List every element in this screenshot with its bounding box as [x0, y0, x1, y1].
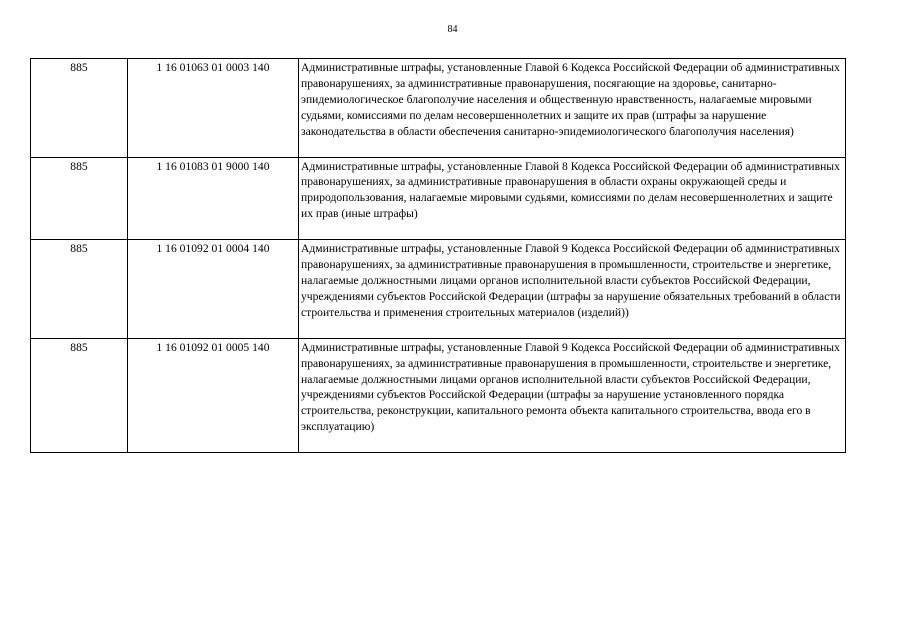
admin-code-cell: 885	[31, 157, 128, 240]
table-row	[31, 59, 846, 158]
budget-classification-table	[30, 58, 846, 453]
page-number: 84	[447, 24, 458, 35]
kbk-code-cell: 1 16 01083 01 9000 140	[128, 157, 299, 240]
admin-code-cell: 885	[31, 338, 128, 452]
description-cell: Административные штрафы, установленные Главой 9 Кодекса Российской Федерации об административных правонарушениях, за административные правонарушения в промышленности, строительстве и энергетике, налагаемые должностными лицами органов исполнительной власти субъектов Российской Федерации, учреждениями субъектов Российской Федерации (штрафы за нарушение обязательных требований в области строительства и применения строительных материалов (изделий))	[299, 240, 846, 339]
admin-code-cell: 885	[31, 240, 128, 339]
description-cell: Административные штрафы, установленные Главой 8 Кодекса Российской Федерации об административных правонарушениях, за административные правонарушения в области охраны окружающей среды и природопользования, налагаемые мировыми судьями, комиссиями по делам несовершеннолетних и защите их прав (иные штрафы)	[299, 157, 846, 240]
table-row	[31, 157, 846, 240]
admin-code-cell: 885	[31, 59, 128, 158]
kbk-code-cell: 1 16 01063 01 0003 140	[128, 59, 299, 158]
table-row	[31, 240, 846, 339]
description-cell: Административные штрафы, установленные Главой 9 Кодекса Российской Федерации об административных правонарушениях, за административные правонарушения в промышленности, строительстве и энергетике, налагаемые должностными лицами органов исполнительной власти субъектов Российской Федерации, учреждениями субъектов Российской Федерации (штрафы за нарушение установленного порядка строительства, реконструкции, капитального ремонта объекта капитального строительства, ввода его в эксплуатацию)	[299, 338, 846, 452]
table-row	[31, 338, 846, 452]
kbk-code-cell: 1 16 01092 01 0004 140	[128, 240, 299, 339]
description-cell: Административные штрафы, установленные Главой 6 Кодекса Российской Федерации об административных правонарушениях, за административные правонарушения, посягающие на здоровье, санитарно-эпидемиологическое благополучие населения и общественную нравственность, налагаемые мировыми судьями, комиссиями по делам несовершеннолетних и защите их прав (штрафы за нарушение законодательства в области обеспечения санитарно-эпидемиологического благополучия населения)	[299, 59, 846, 158]
kbk-code-cell: 1 16 01092 01 0005 140	[128, 338, 299, 452]
